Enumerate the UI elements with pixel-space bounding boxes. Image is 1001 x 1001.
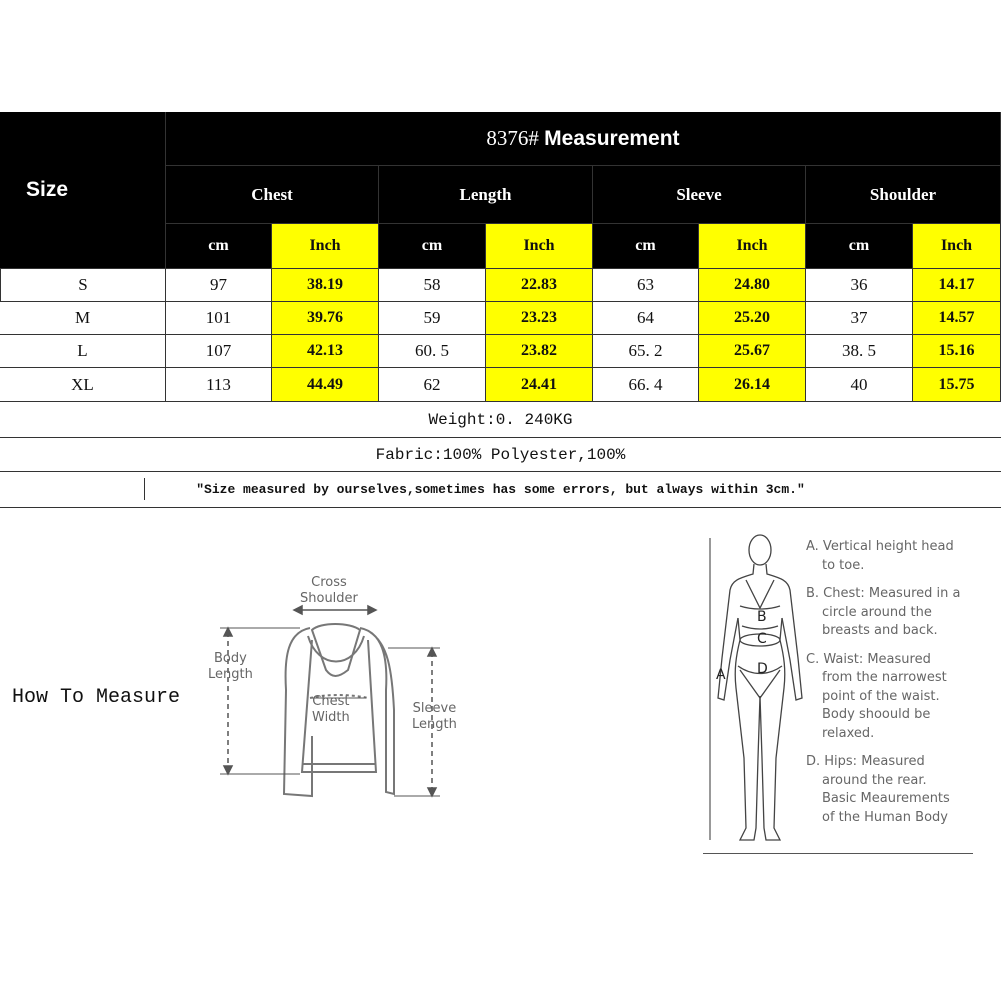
chest-cm-cell: 101 — [166, 302, 272, 335]
length-inch-cell: 24.41 — [486, 368, 593, 402]
note-d: D. Hips: Measured around the rear. Basic Meaurements of the Human Body — [806, 754, 950, 825]
sleeve-cm-cell: 65. 2 — [593, 335, 699, 368]
size-header: Size — [0, 112, 166, 269]
title-code: 8376# — [486, 126, 539, 150]
weight-row: Weight:0. 240KG — [0, 402, 1001, 438]
sleeve-inch-cell: 24.80 — [699, 269, 806, 302]
how-to-measure-title: How To Measure — [12, 686, 181, 709]
chest-inch-cell: 44.49 — [272, 368, 379, 402]
shoulder-inch-cell: 14.17 — [913, 269, 1001, 302]
shoulder-inch-cell: 14.57 — [913, 302, 1001, 335]
shoulder-inch-cell: 15.16 — [913, 335, 1001, 368]
group-shoulder: Shoulder — [806, 166, 1001, 224]
length-cm-cell: 59 — [379, 302, 486, 335]
note-a: A. Vertical height head to toe. — [806, 539, 954, 573]
unit-cm: cm — [593, 224, 699, 269]
chest-cm-cell: 113 — [166, 368, 272, 402]
sleeve-inch-cell: 25.20 — [699, 302, 806, 335]
note-c: C. Waist: Measured from the narrowest point of the waist. Body shoould be relaxed. — [806, 651, 947, 741]
unit-inch: Inch — [272, 224, 379, 269]
figure-letter-b: B — [757, 609, 767, 625]
chest-width-label: Chest Width — [312, 694, 350, 725]
body-outline — [718, 535, 802, 840]
title-word: Measurement — [544, 126, 680, 150]
figure-baseline — [703, 853, 973, 854]
unit-cm: cm — [806, 224, 913, 269]
sleeve-cm-cell: 64 — [593, 302, 699, 335]
chest-inch-cell: 39.76 — [272, 302, 379, 335]
group-chest: Chest — [166, 166, 379, 224]
note-b: B. Chest: Measured in a circle around the breasts and back. — [806, 586, 961, 638]
sleeve-cm-cell: 63 — [593, 269, 699, 302]
group-sleeve: Sleeve — [593, 166, 806, 224]
size-cell: L — [0, 335, 166, 368]
length-cm-cell: 62 — [379, 368, 486, 402]
body-figure — [700, 528, 810, 848]
cross-shoulder-label: Cross Shoulder — [300, 575, 358, 606]
sleeve-inch-cell: 26.14 — [699, 368, 806, 402]
figure-letter-c: C — [757, 631, 767, 647]
size-cell: M — [0, 302, 166, 335]
shoulder-cm-cell: 40 — [806, 368, 913, 402]
length-inch-cell: 23.23 — [486, 302, 593, 335]
table-title — [166, 112, 1001, 166]
measurement-notes — [806, 538, 996, 837]
shoulder-cm-cell: 37 — [806, 302, 913, 335]
figure-letter-d: D — [757, 661, 768, 677]
size-cell: S — [0, 269, 166, 302]
unit-inch: Inch — [699, 224, 806, 269]
shoulder-cm-cell: 38. 5 — [806, 335, 913, 368]
body-length-label: Body Length — [208, 651, 253, 682]
size-cell: XL — [0, 368, 166, 402]
length-inch-cell: 22.83 — [486, 269, 593, 302]
unit-inch: Inch — [486, 224, 593, 269]
shoulder-cm-cell: 36 — [806, 269, 913, 302]
measurement-note: "Size measured by ourselves,sometimes has some errors, but always within 3cm." — [0, 472, 1001, 508]
shoulder-inch-cell: 15.75 — [913, 368, 1001, 402]
chest-cm-cell: 107 — [166, 335, 272, 368]
unit-inch: Inch — [913, 224, 1001, 269]
sleeve-inch-cell: 25.67 — [699, 335, 806, 368]
unit-cm: cm — [166, 224, 272, 269]
sleeve-length-label: Sleeve Length — [412, 701, 457, 732]
fabric-row: Fabric:100% Polyester,100% — [0, 438, 1001, 472]
length-inch-cell: 23.82 — [486, 335, 593, 368]
chest-inch-cell: 38.19 — [272, 269, 379, 302]
figure-letter-a: A — [716, 667, 726, 683]
chest-cm-cell: 97 — [166, 269, 272, 302]
group-length: Length — [379, 166, 593, 224]
length-cm-cell: 58 — [379, 269, 486, 302]
chest-inch-cell: 42.13 — [272, 335, 379, 368]
sleeve-cm-cell: 66. 4 — [593, 368, 699, 402]
length-cm-cell: 60. 5 — [379, 335, 486, 368]
unit-cm: cm — [379, 224, 486, 269]
